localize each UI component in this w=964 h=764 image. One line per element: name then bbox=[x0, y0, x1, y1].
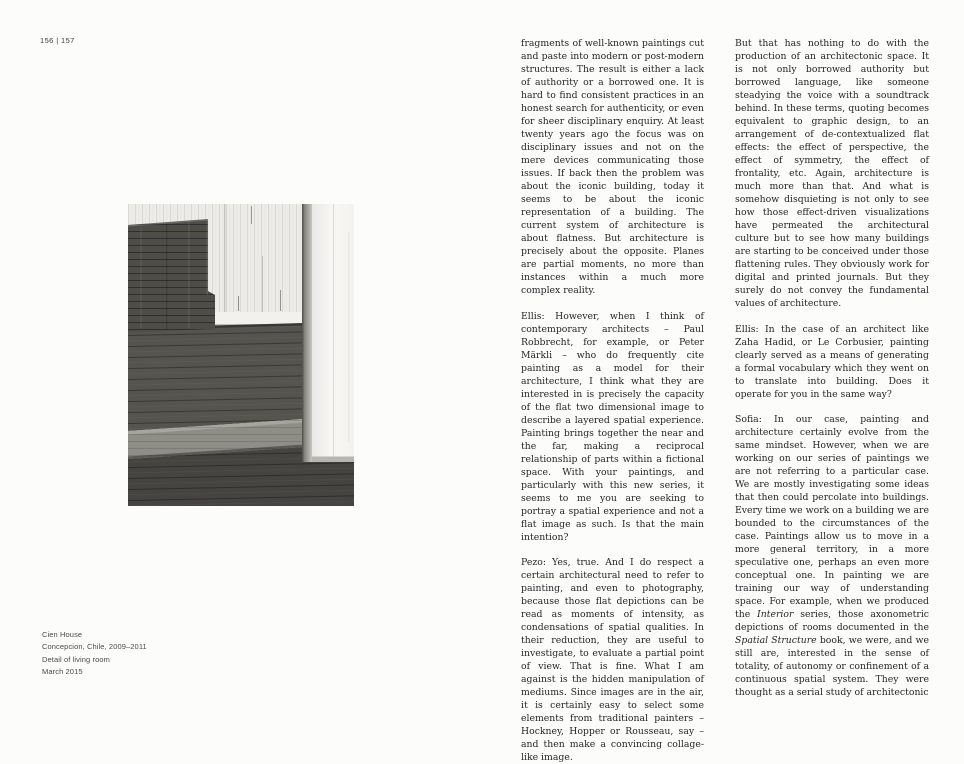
paragraph-ellis-question-2: Ellis: In the case of an architect like Zaha Hadid, or Le Corbusier, painting clearly served as a means of generating a formal vocabulary which they went on to translate into building. Does it operate for you in the same way? bbox=[735, 323, 929, 400]
photo-caption bbox=[42, 629, 147, 679]
paragraph-pezo-continuation: But that has nothing to do with the production of an architectonic space. It is not only borrowed authority but borrowed language, like someone steadying the voice with a soundtrack behind. In these terms, quoting becomes equivalent to graphic design, to an arrangement of de-contextualized flat effects: the effect of perspective, the effect of symmetry, the effect of frontality, etc. Again, architecture is much more than that. And what is somehow disquieting is not only to see how those effect-driven visualizations have permeated the architectural culture but to see how many buildings are starting to be conceived under those flattening rules. They obviously work for digital and printed journals. But they surely do not convey the fundamental values of architecture. bbox=[735, 38, 929, 309]
caption-subject: Detail of living room bbox=[42, 654, 110, 664]
interior-photo-graphic bbox=[128, 204, 354, 506]
text-column-right bbox=[735, 37, 929, 699]
paragraph-sofia-answer: Sofia: In our case, painting and architecture certainly evolve from the same mindset. However, when we are working on our series of paintings we are not referring to a particular case. We are mostly investigating some ideas that then could percolate into buildings. Every time we work on a building we are bounded to the circumstances of the case. Paintings allow us to move in a more general territory, in a more speculative one, perhaps an even more conceptual one. In painting we are training our way of understanding space. For example, when we produced the Interior series, those axonometric depictions of rooms documented in the Spatial Structure book, we were, and we still are, interested in the sense of totality, of autonomy or confinement of a continuous spatial system. They were thought as a serial study of architectonic bbox=[735, 414, 929, 698]
text-column-left bbox=[521, 37, 704, 764]
caption-location-year: Concepcion, Chile, 2009–2011 bbox=[42, 642, 147, 652]
paragraph-ellis-question: Ellis: However, when I think of contemporary architects – Paul Robbrecht, for example, or Peter Märkli – who do frequently cite painting as a model for their architecture, I think what they are interested in is precisely the capacity of the flat two dimensional image to describe a layered spatial experience. Painting brings together the near and the far, making a reciprocal relationship of parts within a fictional space. With your paintings, and particularly with this new series, it seems to me you are seeking to portray a spatial experience and not a flat image as such. Is that the main intention? bbox=[521, 310, 704, 543]
page-number: 156 | 157 bbox=[40, 36, 75, 45]
interior-photo bbox=[128, 204, 354, 506]
caption-date: March 2015 bbox=[42, 667, 83, 677]
paragraph-pezo-answer: Pezo: Yes, true. And I do respect a certain architectural need to refer to painting, and even to photography, because those flat depictions can be read as moments of intensity, as condensations of spatial qualities. In their reduction, they are useful to investigate, to evaluate a partial point of view. That is fine. What I am against is the hidden manipulation of mediums. Since images are in the air, it is certainly easy to select some elements from traditional painters – Hockney, Hopper or Rousseau, say – and then make a convincing collage-like image. bbox=[521, 557, 704, 763]
paragraph-continuation: fragments of well-known paintings cut and paste into modern or post-modern structures. The result is either a lack of authority or a borrowed one. It is hard to find consistent practices in an honest search for authenticity, or even for sheer disciplinary enquiry. At least twenty years ago the focus was on disciplinary issues and not on the mere devices communicating those issues. If back then the problem was about the iconic building, today it seems to be about the iconic representation of a building. The current system of architecture is about flatness. But architecture is precisely about the opposite. Planes are partial moments, no more than instances within a much more complex reality. bbox=[521, 38, 704, 296]
caption-project-name: Cien House bbox=[42, 630, 83, 639]
